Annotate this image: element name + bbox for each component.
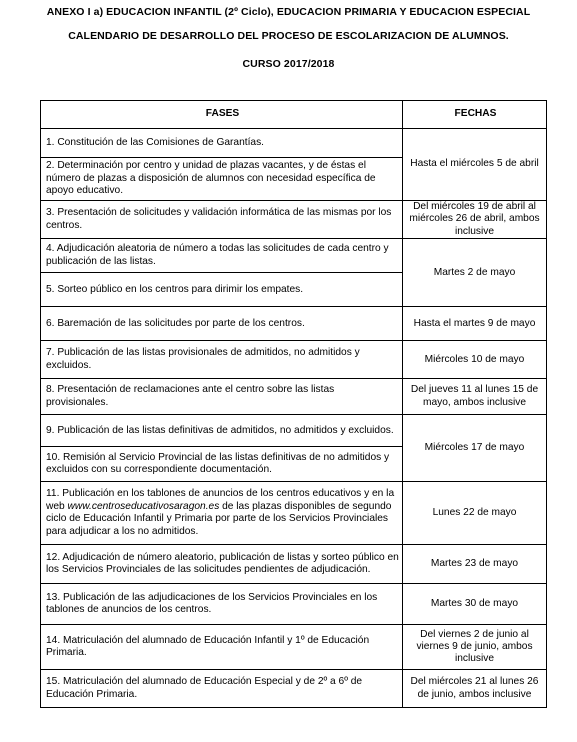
date-cell: Del jueves 11 al lunes 15 de mayo, ambos inclusive [403,379,547,415]
column-header-fases: FASES [41,101,403,129]
phase-cell: 12. Adjudicación de número aleatorio, publicación de listas y sorteo público en los Servicios Provinciales de las solicitudes pendientes de adjudicación. [41,545,403,584]
web-link[interactable]: www.centroseducativosaragon.es [67,500,220,512]
date-cell: Del miércoles 21 al lunes 26 de junio, ambos inclusive [403,670,547,708]
phase-cell: 8. Presentación de reclamaciones ante el centro sobre las listas provisionales. [41,379,403,415]
phase-cell [41,482,403,545]
school-year: CURSO 2017/2018 [242,58,335,70]
calendar-table [40,100,547,708]
date-cell: Del miércoles 19 de abril al miércoles 26 de abril, ambos inclusive [403,201,547,239]
table-header-row [41,101,547,129]
phase-cell: 15. Matriculación del alumnado de Educación Especial y de 2º a 6º de Educación Primaria. [41,670,403,708]
table-row [41,341,547,379]
table-row [41,482,547,545]
phase-cell: 3. Presentación de solicitudes y validación informática de las mismas por los centros. [41,201,403,239]
table-row [41,625,547,670]
date-cell: Miércoles 10 de mayo [403,341,547,379]
date-cell: Martes 23 de mayo [403,545,547,584]
document-title: ANEXO I a) EDUCACION INFANTIL (2º Ciclo), EDUCACION PRIMARIA Y EDUCACION ESPECIAL [46,6,531,18]
phase-cell: 1. Constitución de las Comisiones de Garantías. [41,129,403,158]
phase-cell: 7. Publicación de las listas provisionales de admitidos, no admitidos y excluidos. [41,341,403,379]
phase-cell: 2. Determinación por centro y unidad de plazas vacantes, y de éstas el número de plazas a disposición de alumnos con necesidad específica de apoyo educativo. [41,158,403,201]
document-subtitle: CALENDARIO DE DESARROLLO DEL PROCESO DE ESCOLARIZACION DE ALUMNOS. [68,30,509,42]
date-cell: Hasta el martes 9 de mayo [403,307,547,341]
table-row [41,307,547,341]
phase-cell: 10. Remisión al Servicio Provincial de las listas definitivas de no admitidos y excluidos con su correspondiente documentación. [41,447,403,482]
date-cell: Del viernes 2 de junio al viernes 9 de junio, ambos inclusive [403,625,547,670]
table-row [41,584,547,625]
phase-cell: 13. Publicación de las adjudicaciones de los Servicios Provinciales en los tablones de anuncios de los centros. [41,584,403,625]
date-cell: Lunes 22 de mayo [403,482,547,545]
table-row [41,239,547,273]
phase-cell: 14. Matriculación del alumnado de Educación Infantil y 1º de Educación Primaria. [41,625,403,670]
phase-text: 11. Publicación en los tablones de anuncios de los centros educativos y en la web [46,488,395,512]
date-cell: Hasta el miércoles 5 de abril [403,129,547,201]
phase-text: de las plazas disponibles de segundo ciclo de Educación Infantil y Primaria por parte de los Servicios Provinciales para adjudicar a los no admitidos. [46,500,392,537]
date-cell: Martes 2 de mayo [403,239,547,307]
table-row [41,129,547,158]
phase-cell: 5. Sorteo público en los centros para dirimir los empates. [41,273,403,307]
phase-cell: 4. Adjudicación aleatoria de número a todas las solicitudes de cada centro y publicación de las listas. [41,239,403,273]
date-cell: Martes 30 de mayo [403,584,547,625]
column-header-fechas: FECHAS [403,101,547,129]
phase-cell: 9. Publicación de las listas definitivas de admitidos, no admitidos y excluidos. [41,415,403,447]
table-row [41,670,547,708]
table-row [41,379,547,415]
phase-cell: 6. Baremación de las solicitudes por parte de los centros. [41,307,403,341]
table-row [41,415,547,447]
table-row [41,545,547,584]
date-cell: Miércoles 17 de mayo [403,415,547,482]
table-row [41,201,547,239]
